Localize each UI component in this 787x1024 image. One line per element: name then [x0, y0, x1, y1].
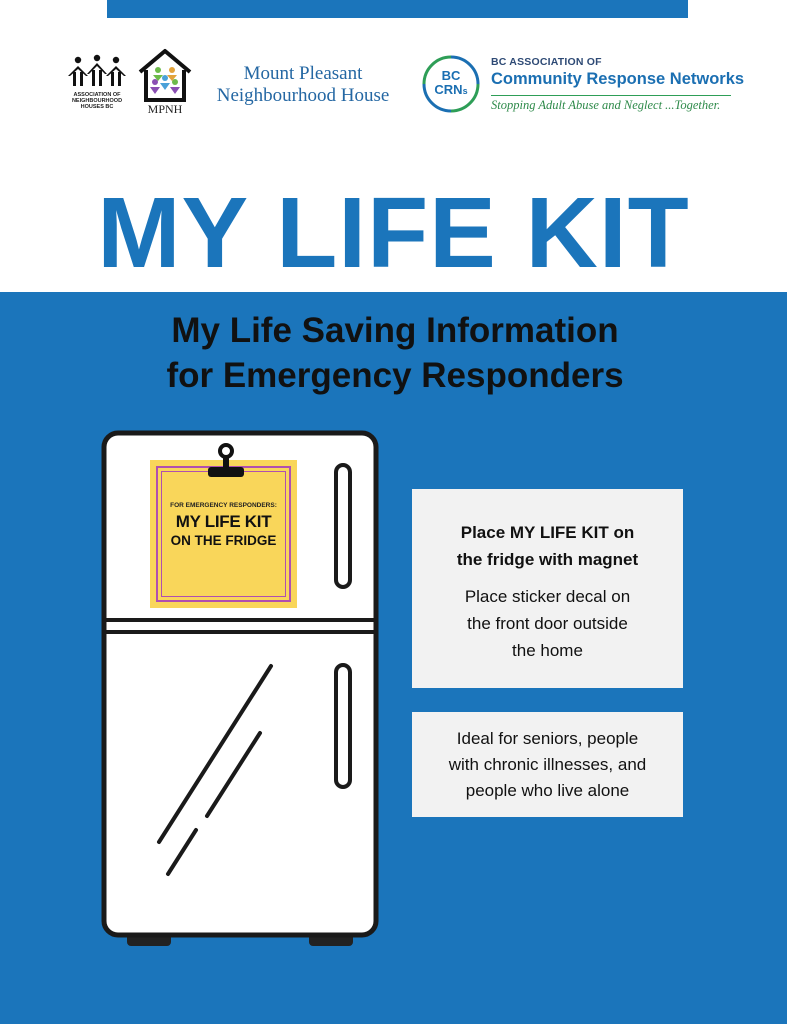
subtitle — [100, 308, 690, 398]
subtitle-line2: for Emergency Responders — [166, 356, 624, 395]
clip-icon — [204, 443, 248, 483]
crn-tagline: Stopping Adult Abuse and Neglect ...Together. — [491, 98, 721, 112]
mpnh-name-line2: Neighbourhood House — [216, 85, 390, 106]
audience-card — [412, 712, 683, 817]
crn-badge-text: BC CRNs — [434, 68, 468, 97]
top-accent-bar — [107, 0, 688, 18]
subtitle-line1: My Life Saving Information — [171, 311, 619, 350]
mpnh-name — [200, 63, 406, 107]
mpnh-logo — [136, 48, 194, 120]
instructions-bold: Place MY LIFE KIT on the fridge with magnet — [456, 523, 639, 569]
page-title: MY LIFE KIT — [97, 177, 690, 289]
crn-name: Community Response Networks — [491, 70, 745, 88]
crn-logo — [420, 53, 482, 115]
mpnh-abbrev: MPNH — [147, 102, 183, 116]
anh-logo-text: ASSOCIATION OF NEIGHBOURHOOD HOUSES BC — [71, 92, 123, 110]
audience-text: Ideal for seniors, people with chronic illnesses, and people who live alone — [448, 729, 647, 800]
crn-assoc-label: BC ASSOCIATION OF — [491, 56, 602, 68]
note-subtitle: ON THE FRIDGE — [170, 533, 277, 548]
note-small-text: FOR EMERGENCY RESPONDERS: — [170, 502, 277, 509]
anh-logo — [66, 54, 128, 118]
instructions-card — [412, 489, 683, 688]
house-icon — [136, 48, 194, 102]
mpnh-name-line1: Mount Pleasant — [243, 63, 363, 84]
note-title: MY LIFE KIT — [175, 512, 272, 531]
crn-divider — [491, 95, 731, 96]
instructions-text: Place sticker decal on the front door outside the home — [464, 587, 631, 660]
houses-icon — [66, 54, 128, 90]
